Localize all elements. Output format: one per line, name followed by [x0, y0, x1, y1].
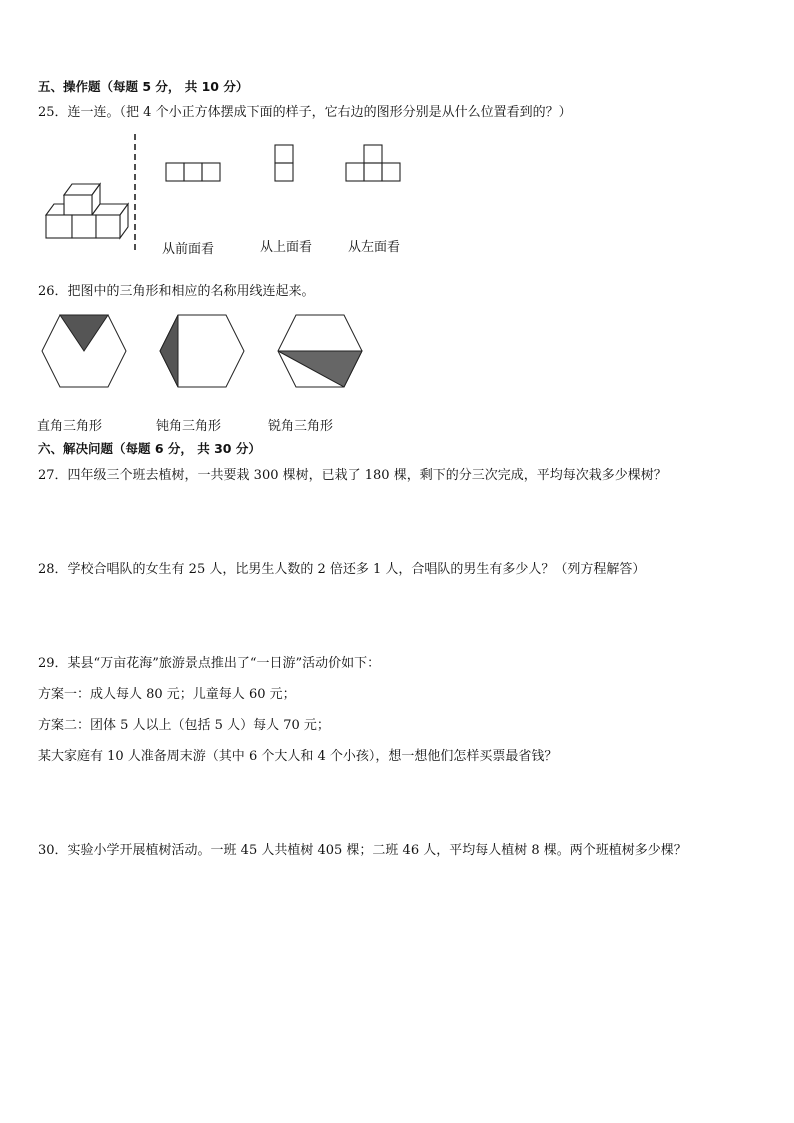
section-5-title: 五、操作题（每题 5 分， 共 10 分） — [38, 79, 249, 94]
view-front-shape — [165, 162, 223, 184]
triangle-name-obtuse: 钝角三角形 — [156, 419, 222, 434]
question-26-text: 26．把图中的三角形和相应的名称用线连起来。 — [38, 284, 315, 299]
view-label-left: 从左面看 — [348, 240, 401, 255]
question-29-plan-2: 方案二：团体 5 人以上（包括 5 人）每人 70 元； — [38, 718, 330, 733]
cube-stack-figure — [40, 180, 130, 242]
question-29-plan-1: 方案一：成人每人 80 元；儿童每人 60 元； — [38, 687, 296, 702]
triangle-name-acute: 锐角三角形 — [268, 419, 334, 434]
question-27-text: 27．四年级三个班去植树，一共要栽 300 棵树，已栽了 180 棵，剩下的分三次完成，平均每次栽多少棵树？ — [38, 468, 667, 483]
section-6-title: 六、解决问题（每题 6 分， 共 30 分） — [38, 441, 261, 456]
question-29-question: 某大家庭有 10 人准备周末游（其中 6 个大人和 4 个小孩），想一想他们怎样买票最省钱？ — [38, 749, 558, 764]
view-label-front: 从前面看 — [162, 242, 215, 257]
view-left-shape — [345, 144, 405, 184]
view-top-shape — [274, 144, 296, 184]
question-28-text: 28．学校合唱队的女生有 25 人，比男生人数的 2 倍还多 1 人，合唱队的男生有多少人？（列方程解答） — [38, 562, 646, 577]
hexagon-1-figure — [38, 313, 130, 391]
view-label-top: 从上面看 — [260, 240, 313, 255]
question-29-text: 29．某县“万亩花海”旅游景点推出了“一日游”活动价如下： — [38, 656, 381, 671]
triangle-name-right: 直角三角形 — [37, 419, 103, 434]
question-30-text: 30．实验小学开展植树活动。一班 45 人共植树 405 棵；二班 46 人，平均每人植树 8 棵。两个班植树多少棵？ — [38, 843, 687, 858]
question-25-text: 25．连一连。（把 4 个小正方体摆成下面的样子，它右边的图形分别是从什么位置看到的？） — [38, 105, 572, 120]
dashed-divider — [133, 134, 137, 254]
hexagon-3-figure — [274, 313, 366, 391]
hexagon-2-figure — [156, 313, 248, 391]
